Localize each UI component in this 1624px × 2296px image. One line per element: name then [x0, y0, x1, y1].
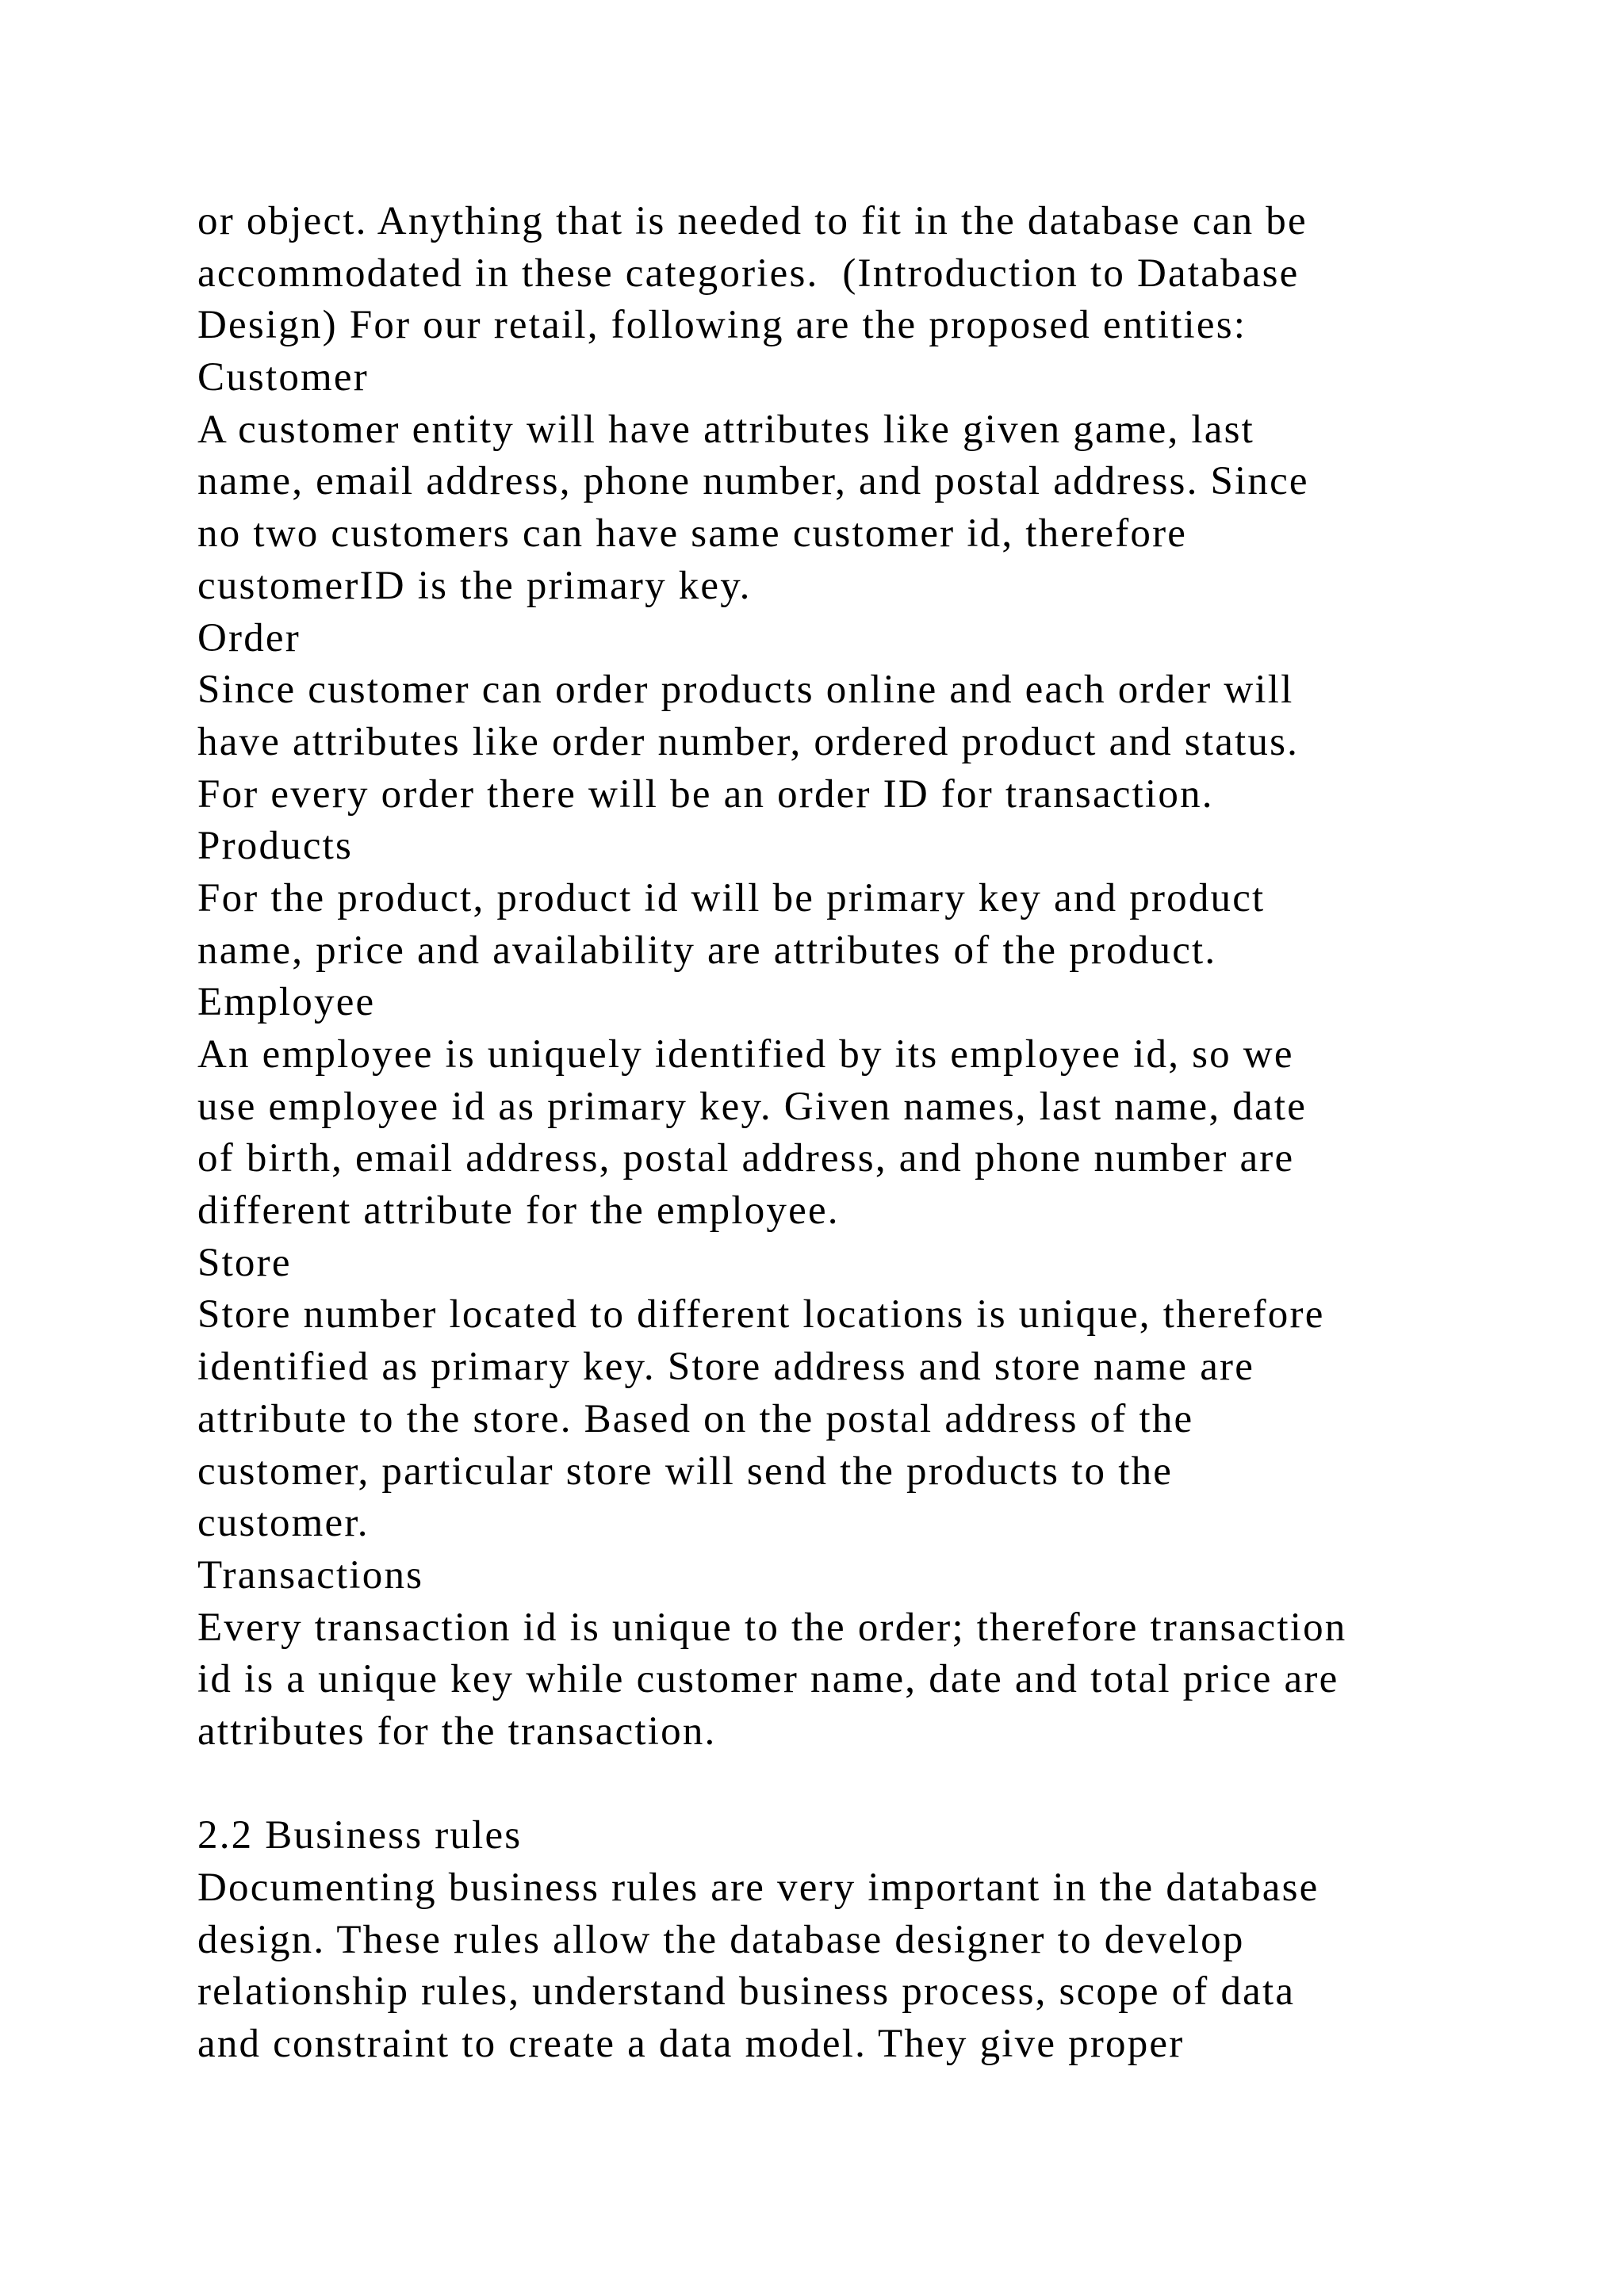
heading-products: Products	[197, 824, 354, 869]
text-line: Every transaction id is unique to the order; therefore transaction	[197, 1605, 1347, 1650]
text-line: relationship rules, understand business process, scope of data	[197, 1969, 1296, 2015]
blank-line	[197, 1758, 1545, 1811]
heading-order: Order	[197, 615, 301, 660]
section-heading-business-rules: 2.2 Business rules	[197, 1813, 523, 1858]
text-line: customer, particular store will send the products to the	[197, 1448, 1174, 1494]
text-line: attribute to the store. Based on the postal address of the	[197, 1396, 1194, 1441]
text-line: customerID is the primary key.	[197, 563, 752, 608]
text-line: Documenting business rules are very important in the database	[197, 1866, 1320, 1910]
heading-store: Store	[197, 1240, 292, 1285]
text-line: or object. Anything that is needed to fit in the database can be	[197, 199, 1308, 243]
heading-transactions: Transactions	[197, 1552, 424, 1598]
heading-employee: Employee	[197, 980, 376, 1025]
text-line: Design) For our retail, following are the proposed entities:	[197, 303, 1247, 348]
text-line: id is a unique key while customer name, date and total price are	[197, 1657, 1339, 1702]
text-line: For every order there will be an order ID for transaction.	[197, 771, 1214, 817]
text-line: name, price and availability are attributes of the product.	[197, 928, 1217, 973]
text-line: attributes for the transaction.	[197, 1709, 717, 1754]
text-line: design. These rules allow the database designer to develop	[197, 1917, 1245, 1962]
text-line: identified as primary key. Store address and store name are	[197, 1345, 1255, 1390]
text-line: and constraint to create a data model. They give proper	[197, 2022, 1185, 2067]
text-line: A customer entity will have attributes like given game, last	[197, 407, 1255, 452]
text-line: customer.	[197, 1501, 370, 1546]
text-line: name, email address, phone number, and postal address. Since	[197, 459, 1309, 504]
heading-customer: Customer	[197, 355, 369, 400]
text-line: have attributes like order number, ordered product and status.	[197, 719, 1300, 764]
text-line: An employee is uniquely identified by its employee id, so we	[197, 1032, 1294, 1077]
text-line: For the product, product id will be primary key and product	[197, 875, 1266, 920]
text-line: Store number located to different locations is unique, therefore	[197, 1292, 1325, 1337]
text-line: Since customer can order products online and each order will	[197, 668, 1294, 713]
text-line: accommodated in these categories. (Introduction to Database	[197, 251, 1300, 296]
document-body	[197, 196, 1545, 2071]
text-line: different attribute for the employee.	[197, 1188, 840, 1234]
text-line: of birth, email address, postal address, and phone number are	[197, 1136, 1295, 1181]
text-line: use employee id as primary key. Given names, last name, date	[197, 1084, 1308, 1129]
text-line: no two customers can have same customer id, therefore	[197, 511, 1188, 557]
